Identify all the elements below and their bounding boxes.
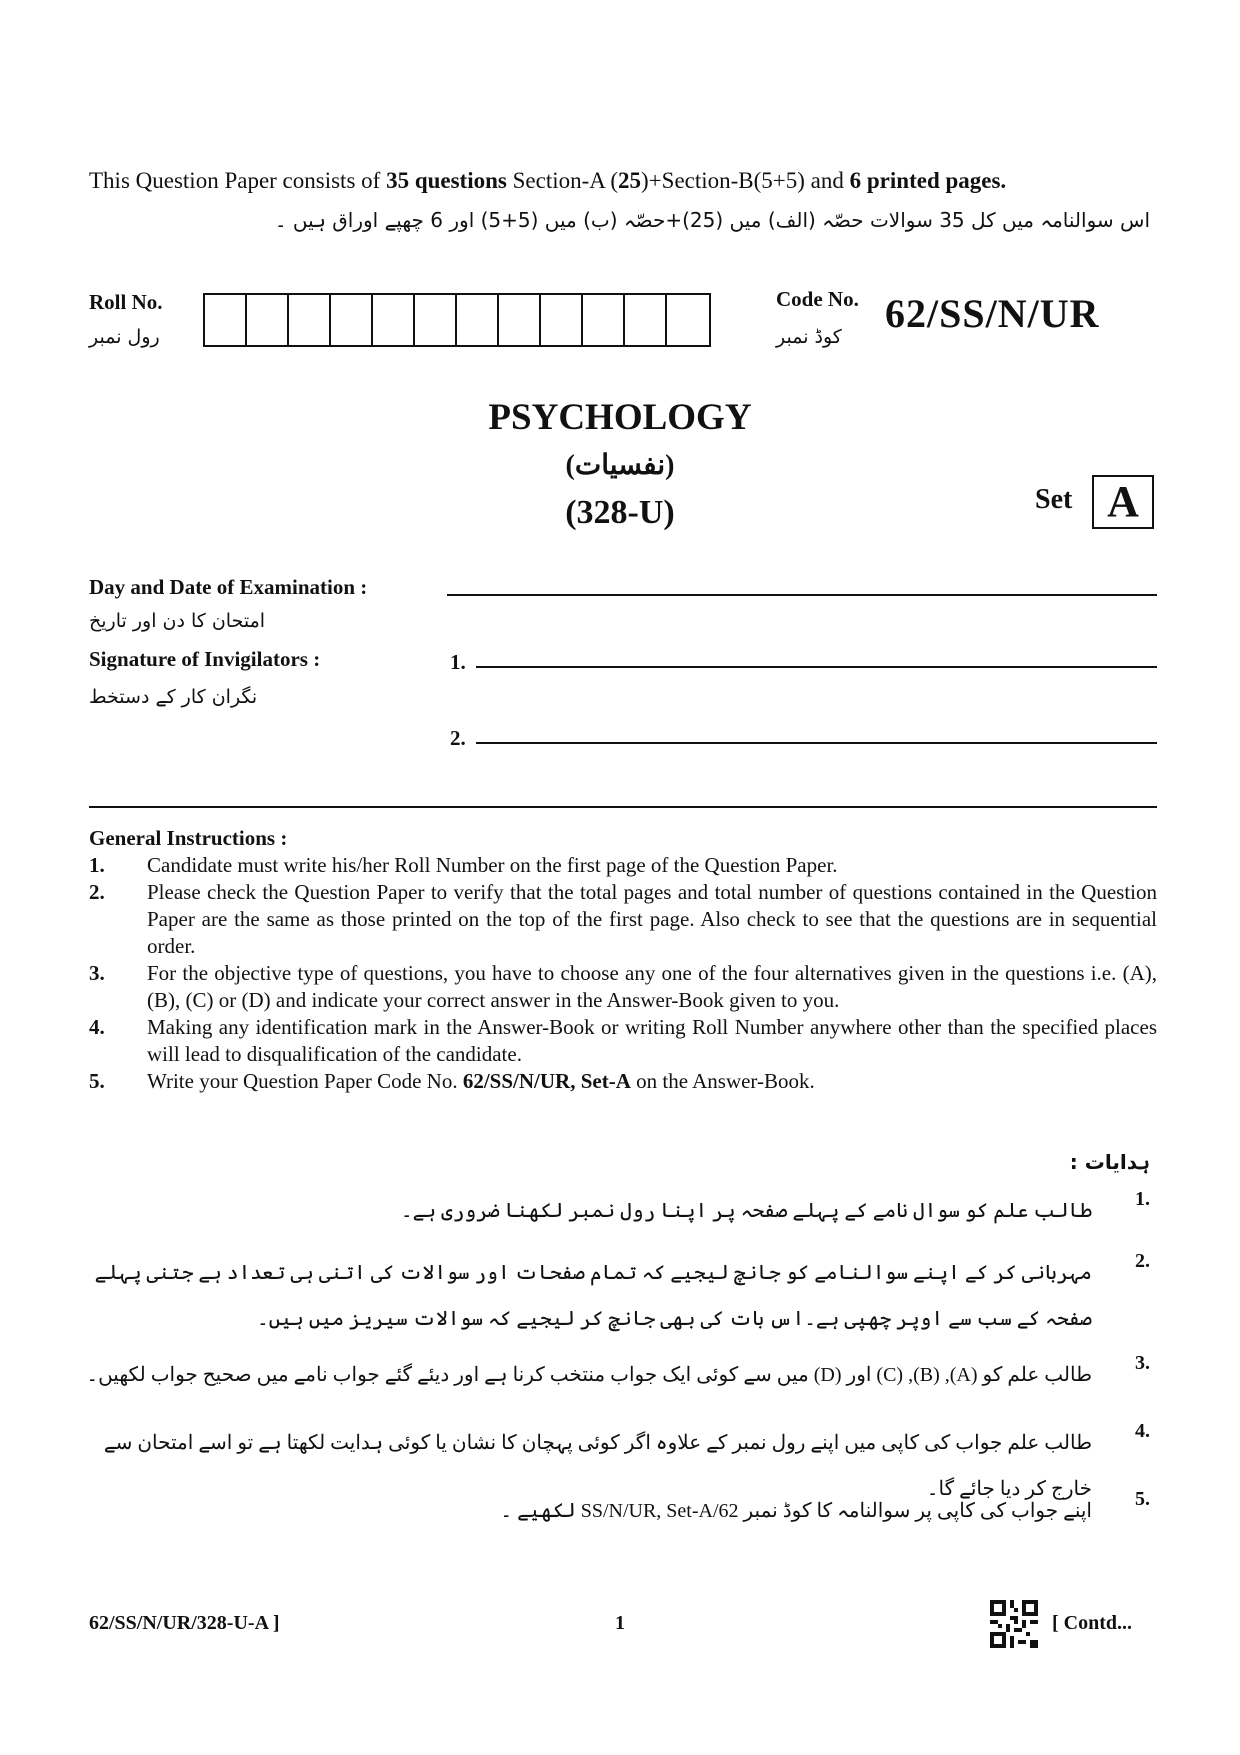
roll-number-box[interactable] <box>373 295 415 345</box>
urdu-instruction-text: مہربانی کر کے اپنے سوالنامے کو جانچ لیجیے کہ تمام صفحات اور سوالات کی اتنی ہی تعداد ہے جتنی پہلے صفحہ کے سب سے اوپر چھپی ہے۔اس بات کی بھی جانچ کر لیجیے کہ سوالات سیریز میں ہیں۔ <box>94 1262 1092 1330</box>
consists-mid: Section-A ( <box>506 168 619 193</box>
instruction-text: For the objective type of questions, you have to choose any one of the four alternatives given in the questions i.e. (A), (B), (C) or (D) and indicate your correct answer in the Answer-Book given to you. <box>147 961 1157 1012</box>
urdu-instruction-number: 1. <box>1135 1188 1150 1210</box>
roll-number-box[interactable] <box>457 295 499 345</box>
roll-number-box[interactable] <box>205 295 247 345</box>
urdu-instruction-item <box>82 1352 1150 1398</box>
subject-title: PSYCHOLOGY <box>488 397 752 438</box>
qr-code-icon <box>990 1600 1038 1648</box>
subject-title-urdu: (نفسیات) <box>565 450 675 481</box>
instruction-text-suffix: on the Answer-Book. <box>630 1069 815 1093</box>
paper-consists-urdu: اس سوالنامہ میں کل 35 سوالات حصّہ (الف) میں (25)+حصّہ (ب) میں (5+5) اور 6 چھپے اوراق ہیں ۔ <box>274 208 1150 232</box>
urdu-instructions-title: ہدایات : <box>1069 1150 1150 1174</box>
exam-day-date-field[interactable] <box>447 594 1157 596</box>
invigilator-signature-label: Signature of Invigilators : <box>89 647 321 671</box>
urdu-instruction-text: طالب علم کو (A), (B), (C) اور (D) میں سے کوئی ایک جواب منتخب کرنا ہے اور دیئے گئے جواب نامے میں صحیح جواب لکھیں۔ <box>86 1364 1092 1386</box>
code-number-label-urdu: کوڈ نمبر <box>776 326 842 348</box>
instruction-item <box>89 960 1157 1014</box>
roll-number-label: Roll No. <box>89 290 163 314</box>
signature-2-field[interactable] <box>476 742 1157 744</box>
instruction-number: 4. <box>89 1015 105 1039</box>
roll-number-box[interactable] <box>247 295 289 345</box>
instruction-number: 2. <box>89 880 105 904</box>
footer-page-number: 1 <box>615 1612 625 1634</box>
urdu-instruction-number: 2. <box>1135 1250 1150 1272</box>
instruction-number: 1. <box>89 853 105 877</box>
footer-paper-code: 62/SS/N/UR/328-U-A ] <box>89 1612 280 1634</box>
general-instructions-title: General Instructions : <box>89 826 288 850</box>
instruction-text: Making any identification mark in the Answer-Book or writing Roll Number anywhere other than the specified places will lead to disqualification of the candidate. <box>147 1015 1157 1066</box>
urdu-instruction-number: 3. <box>1135 1352 1150 1374</box>
instruction-text: Please check the Question Paper to verify that the total pages and total number of questions contained in the Question Paper are the same as those printed on the top of the first page. Also check to see that the questions are in sequential order. <box>147 880 1157 958</box>
invigilator-signature-label-urdu: نگران کار کے دستخط <box>89 686 258 708</box>
instruction-number: 5. <box>89 1069 105 1093</box>
roll-number-box[interactable] <box>583 295 625 345</box>
instruction-text <box>147 1068 1157 1095</box>
roll-number-label-urdu: رول نمبر <box>89 326 160 348</box>
set-label: Set <box>1035 484 1073 515</box>
roll-number-boxes[interactable] <box>203 293 711 347</box>
roll-number-box[interactable] <box>289 295 331 345</box>
instruction-text-prefix: Write your Question Paper Code No. <box>147 1069 463 1093</box>
consists-section-a-count: 25 <box>618 168 642 193</box>
urdu-instruction-item <box>82 1188 1150 1234</box>
roll-number-box[interactable] <box>625 295 667 345</box>
code-number-value: 62/SS/N/UR <box>885 291 1100 336</box>
urdu-instruction-text: اپنے جواب کی کاپی پر سوالنامہ کا کوڈ نمبر 62/SS/N/UR, Set-A لکھیے ۔ <box>500 1500 1092 1522</box>
consists-questions: 35 questions <box>386 168 507 193</box>
exam-day-date-label-urdu: امتحان کا دن اور تاریخ <box>89 610 266 632</box>
footer-continued: [ Contd... <box>1052 1612 1133 1634</box>
exam-day-date-label: Day and Date of Examination : <box>89 575 368 599</box>
urdu-instruction-text: طالب علم جواب کی کاپی میں اپنے رول نمبر کے علاوہ اگر کوئی پہچان کا نشان یا کوئی ہدایت لکھتا ہے تو اسے امتحان سے خارج کر دیا جائے گا۔ <box>103 1432 1092 1500</box>
signature-2-number: 2. <box>450 726 466 750</box>
instruction-item <box>89 1068 1157 1095</box>
instruction-item <box>89 1014 1157 1068</box>
instruction-code-bold: 62/SS/N/UR, Set-A <box>462 1069 631 1093</box>
instruction-number: 3. <box>89 961 105 985</box>
consists-mid2: )+Section-B(5+5) and <box>641 168 850 193</box>
urdu-instruction-item <box>82 1250 1150 1342</box>
urdu-instruction-number: 5. <box>1135 1488 1150 1510</box>
urdu-instruction-text: طالب علم کو سوال نامے کے پہلے صفحہ پر اپنا رول نمبر لکھنا ضروری ہے۔ <box>400 1200 1092 1222</box>
subject-code: (328-U) <box>565 494 675 531</box>
section-divider <box>89 806 1157 808</box>
code-number-label: Code No. <box>776 287 859 311</box>
signature-1-field[interactable] <box>476 666 1157 668</box>
consists-prefix: This Question Paper consists of <box>89 168 387 193</box>
roll-number-box[interactable] <box>499 295 541 345</box>
urdu-instruction-number: 4. <box>1135 1420 1150 1442</box>
consists-pages: 6 printed pages. <box>849 168 1007 193</box>
general-instructions-list <box>89 852 1157 1095</box>
urdu-instruction-item <box>82 1488 1150 1534</box>
paper-consists-line <box>89 168 1006 194</box>
roll-number-box[interactable] <box>331 295 373 345</box>
roll-number-box[interactable] <box>667 295 709 345</box>
instruction-item <box>89 852 1157 879</box>
set-value-box: A <box>1092 475 1154 529</box>
signature-1-number: 1. <box>450 650 466 674</box>
roll-number-box[interactable] <box>541 295 583 345</box>
instruction-item <box>89 879 1157 960</box>
instruction-text: Candidate must write his/her Roll Number on the first page of the Question Paper. <box>147 853 838 877</box>
roll-number-box[interactable] <box>415 295 457 345</box>
